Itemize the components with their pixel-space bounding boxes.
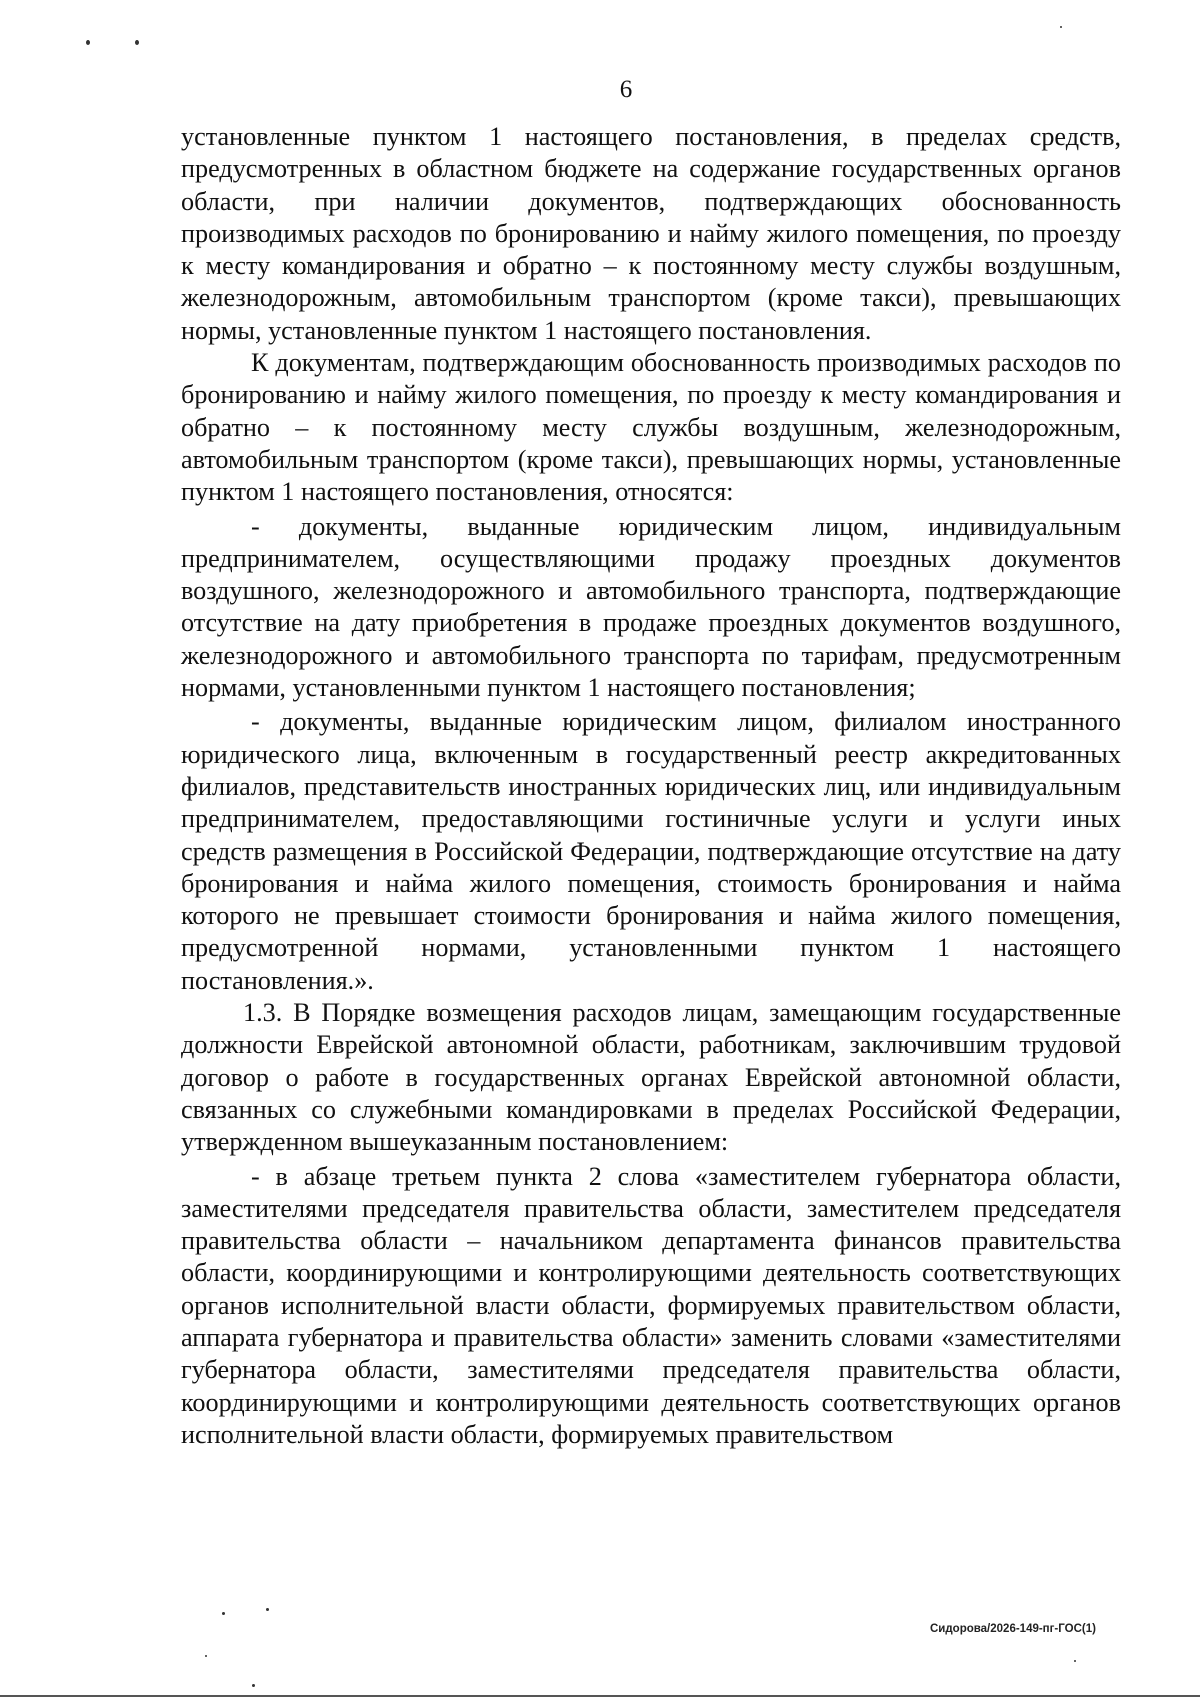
scan-speck: [86, 40, 90, 45]
scan-speck: [266, 1608, 269, 1611]
paragraph: - в абзаце третьем пункта 2 слова «заместителем губернатора области, заместителями председателя правительства области, заместителем председателя правительства области – начальником департамента финансов правительства области, координирующими и контролирующими деятельность соответствующих органов исполнительной власти области, формируемых правительством области, аппарата губернатора и правительства области» заменить словами «заместителями губернатора области, заместителями председателя правительства области, координирующими и контролирующими деятельность соответствующих органов исполнительной власти области, формируемых правительством: [181, 1161, 1121, 1449]
scan-speck: [135, 40, 139, 45]
paragraph: - документы, выданные юридическим лицом, индивидуальным предпринимателем, осуществляющими продажу проездных документов воздушного, железнодорожного и автомобильного транспорта, подтверждающие отсутствие на дату приобретения в продаже проездных документов воздушного, железнодорожного и автомобильного транспорта по тарифам, предусмотренным нормами, установленными пунктом 1 настоящего постановления;: [181, 511, 1121, 703]
paragraph: К документам, подтверждающим обоснованность производимых расходов по бронированию и найму жилого помещения, по проезду к месту командирования и обратно – к постоянному месту службы воздушным, железнодорожным, автомобильным транспортом (кроме такси), превышающих нормы, установленные пунктом 1 настоящего постановления, относятся:: [181, 348, 1121, 507]
paragraph: - документы, выданные юридическим лицом, филиалом иностранного юридического лица, включенным в государственный реестр аккредитованных филиалов, представительств иностранных юридических лиц, или индивидуальным предпринимателем, предоставляющими гостиничные услуги и услуги иных средств размещения в Российской Федерации, подтверждающие отсутствие на дату бронирования и найма жилого помещения, стоимость бронирования и найма которого не превышает стоимости бронирования и найма жилого помещения, предусмотренной нормами, установленными пунктом 1 настоящего постановления.».: [181, 707, 1121, 995]
paragraph: 1.3. В Порядке возмещения расходов лицам, замещающим государственные должности Еврейской автономной области, работникам, заключившим трудовой договор о работе в государственных органах Еврейской автономной области, связанных со служебными командировками в пределах Российской Федерации, утвержденном вышеуказанным постановлением:: [181, 998, 1121, 1157]
scan-speck: [222, 1612, 225, 1615]
scan-speck: [1060, 26, 1062, 28]
document-code: Сидорова/2026-149-пг-ГОС(1): [930, 1623, 1096, 1635]
scan-speck: [205, 1655, 207, 1657]
page-number: 6: [619, 76, 633, 103]
scan-edge-line: [0, 1695, 1200, 1697]
scan-speck: [252, 1684, 255, 1687]
scan-speck: [1074, 1660, 1076, 1662]
paragraph: установленные пунктом 1 настоящего постановления, в пределах средств, предусмотренных в областном бюджете на содержание государственных органов области, при наличии документов, подтверждающих обоснованность производимых расходов по бронированию и найму жилого помещения, по проезду к месту командирования и обратно – к постоянному месту службы воздушным, железнодорожным, автомобильным транспортом (кроме такси), превышающих нормы, установленные пунктом 1 настоящего постановления.: [181, 122, 1121, 345]
document-body: [181, 121, 1121, 1451]
